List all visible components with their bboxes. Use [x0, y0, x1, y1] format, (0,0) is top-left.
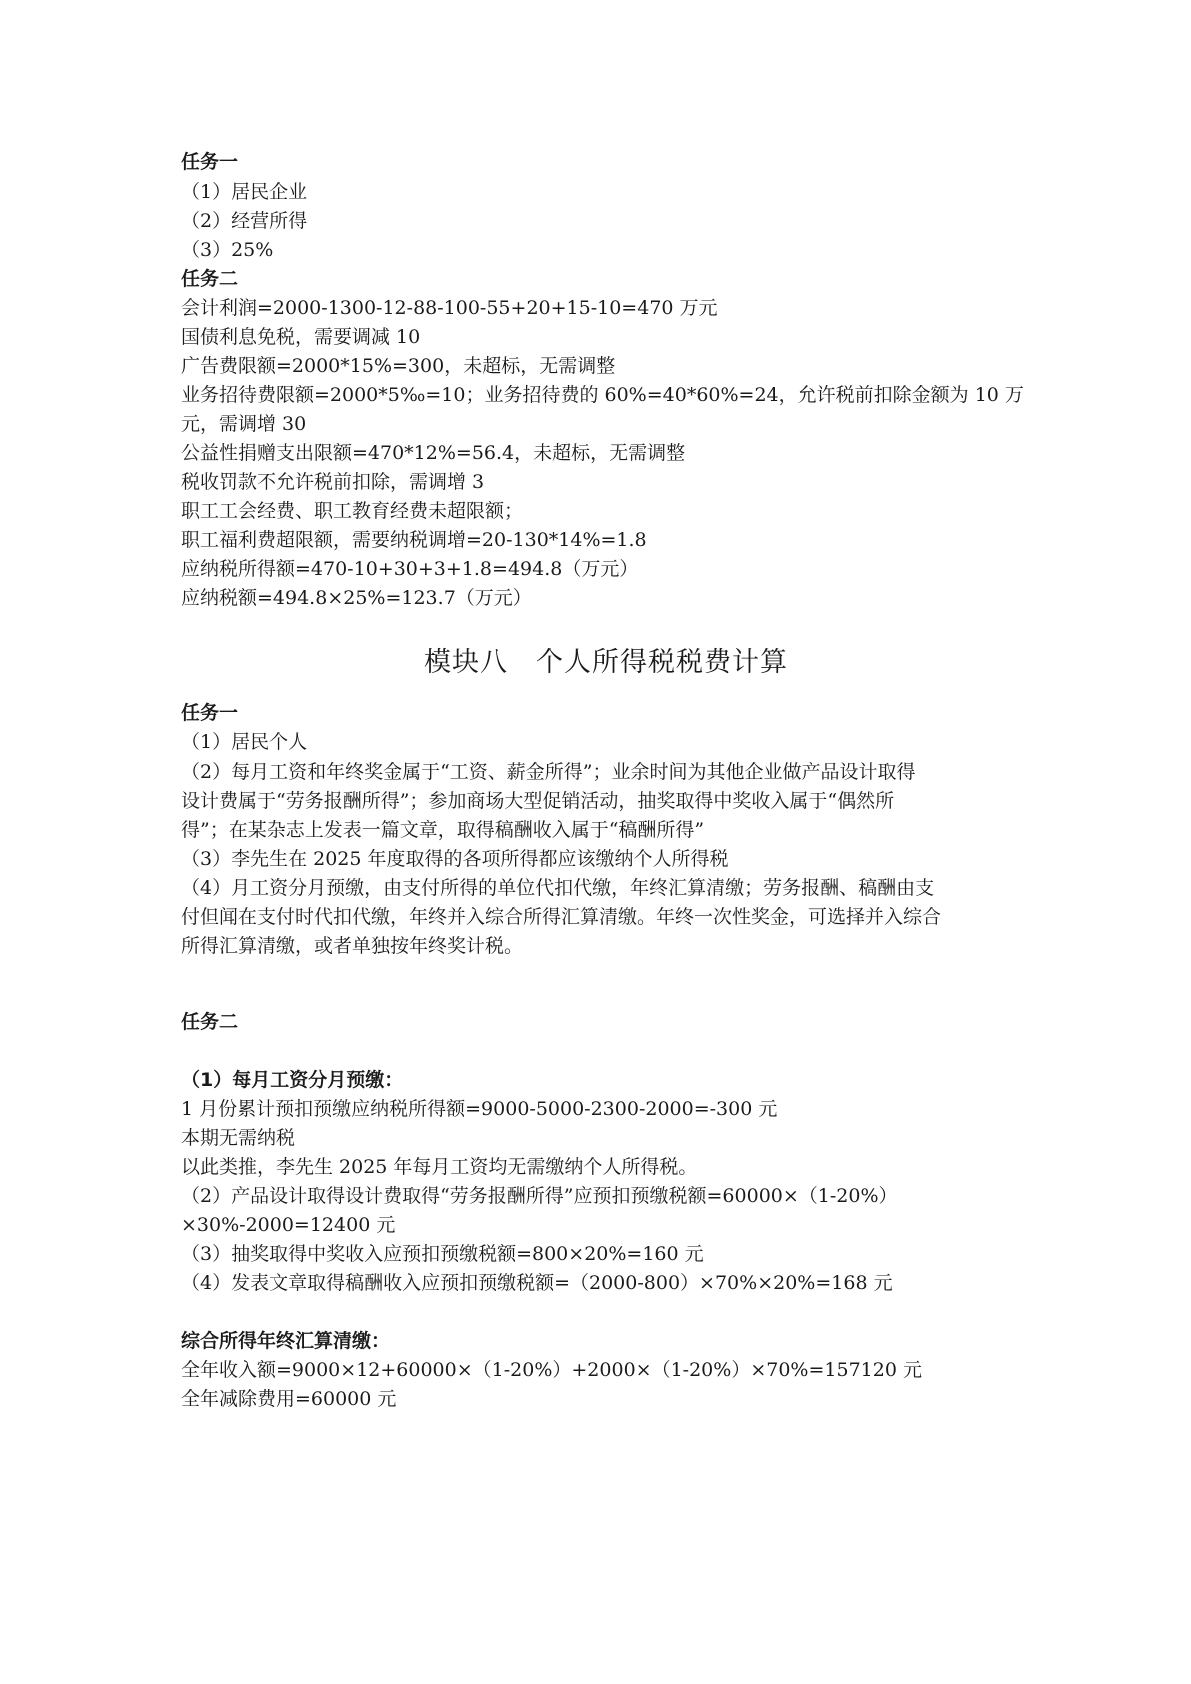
task2-line: 业务招待费限额=2000*5‰=10；业务招待费的 60%=40*60%=24，允许税前扣除金额为 10 万 [181, 384, 1024, 406]
module8-task1-line: 设计费属于“劳务报酬所得”；参加商场大型促销活动，抽奖取得中奖收入属于“偶然所 [181, 790, 895, 812]
task2-line: 职工福利费超限额，需要纳税调增=20-130*14%=1.8 [181, 529, 647, 551]
task2-line: 公益性捐赠支出限额=470*12%=56.4，未超标，无需调整 [181, 442, 686, 464]
module8-task1-line: 付但闻在支付时代扣代缴，年终并入综合所得汇算清缴。年终一次性奖金，可选择并入综合 [181, 906, 942, 928]
settlement-heading: 综合所得年终汇算清缴： [181, 1330, 391, 1352]
task2-line: 职工工会经费、职工教育经费未超限额； [181, 500, 524, 522]
module8-task2-line: （3）抽奖取得中奖收入应预扣预缴税额=800×20%=160 元 [181, 1243, 704, 1265]
task2-line: 会计利润=2000-1300-12-88-100-55+20+15-10=470 万元 [181, 297, 718, 319]
module8-task1-line: （1）居民个人 [181, 731, 308, 753]
task2-line: 国债利息免税，需要调减 10 [181, 326, 421, 348]
task1-line: （3）25% [181, 239, 274, 261]
monthly-prepay-heading: （1）每月工资分月预缴： [181, 1069, 404, 1091]
module8-task2-line: 本期无需纳税 [181, 1127, 296, 1149]
settlement-line: 全年收入额=9000×12+60000×（1-20%）+2000×（1-20%）×70%=157120 元 [181, 1359, 922, 1381]
settlement-line: 全年减除费用=60000 元 [181, 1388, 397, 1410]
module8-task2-line: （2）产品设计取得设计费取得“劳务报酬所得”应预扣预缴税额=60000×（1-20%） [181, 1185, 898, 1207]
task2-line: 税收罚款不允许税前扣除，需调增 3 [181, 471, 485, 493]
module8-task2-line: （4）发表文章取得稿酬收入应预扣预缴税额=（2000-800）×70%×20%=168 元 [181, 1272, 893, 1294]
module-title: 模块八 个人所得税税费计算 [424, 647, 788, 678]
task1-heading: 任务一 [181, 151, 239, 173]
task2-line: 元，需调增 30 [181, 413, 307, 435]
module8-task1-line: （3）李先生在 2025 年度取得的各项所得都应该缴纳个人所得税 [181, 848, 729, 870]
task1-line: （1）居民企业 [181, 181, 308, 203]
module8-task1-line: （4）月工资分月预缴，由支付所得的单位代扣代缴，年终汇算清缴；劳务报酬、稿酬由支 [181, 877, 935, 899]
module8-task2-line: ×30%-2000=12400 元 [181, 1214, 396, 1236]
module8-task1-line: 得”；在某杂志上发表一篇文章，取得稿酬收入属于“稿酬所得” [181, 819, 705, 841]
module8-task2-heading: 任务二 [181, 1011, 239, 1033]
task2-heading: 任务二 [181, 268, 239, 290]
module8-task2-line: 1 月份累计预扣预缴应纳税所得额=9000-5000-2300-2000=-300 元 [181, 1098, 778, 1120]
module8-task2-line: 以此类推，李先生 2025 年每月工资均无需缴纳个人所得税。 [181, 1156, 698, 1178]
task1-line: （2）经营所得 [181, 210, 308, 232]
task2-line: 应纳税所得额=470-10+30+3+1.8=494.8（万元） [181, 558, 639, 580]
task2-line: 广告费限额=2000*15%=300，未超标，无需调整 [181, 355, 616, 377]
task2-line: 应纳税额=494.8×25%=123.7（万元） [181, 587, 532, 609]
module8-task1-line: 所得汇算清缴，或者单独按年终奖计税。 [181, 935, 524, 957]
module8-task1-line: （2）每月工资和年终奖金属于“工资、薪金所得”；业余时间为其他企业做产品设计取得 [181, 761, 916, 783]
module8-task1-heading: 任务一 [181, 702, 239, 724]
